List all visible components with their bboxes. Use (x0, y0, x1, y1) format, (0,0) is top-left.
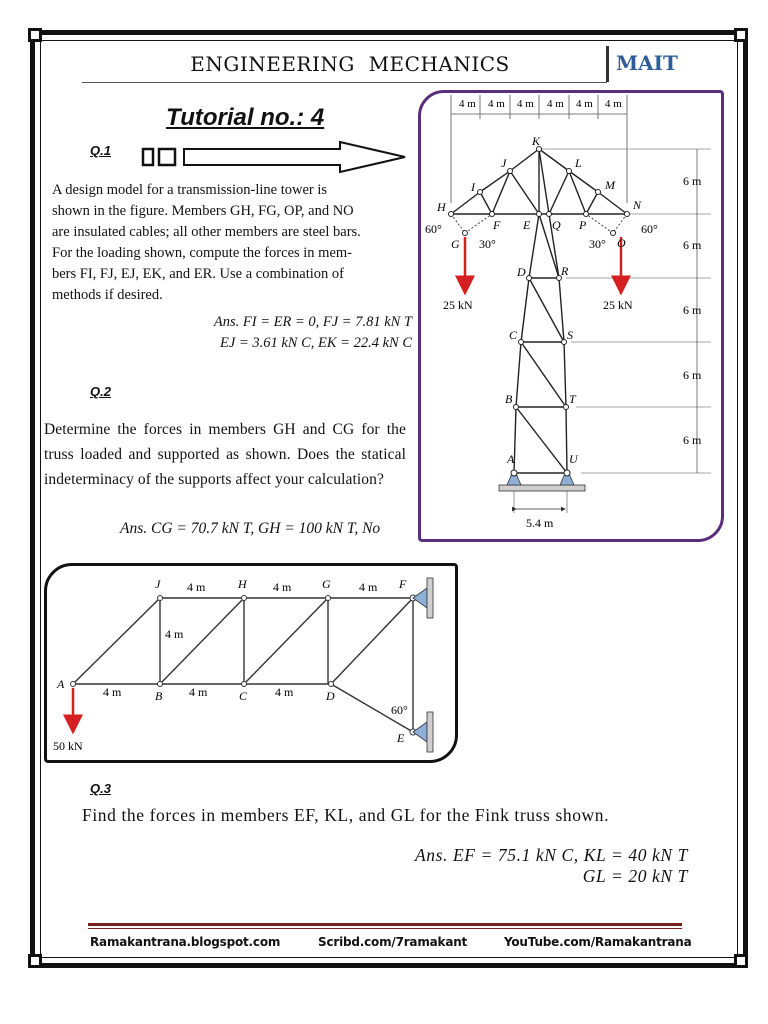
question-1-text (52, 180, 410, 306)
footer-rule (88, 928, 682, 929)
q1-line: A design model for a transmission-line tower is (52, 182, 328, 198)
load-label: 50 kN (53, 739, 83, 753)
spacing-label: 4 m (275, 685, 294, 699)
height-label: 6 m (683, 433, 702, 447)
height-label: 6 m (683, 303, 702, 317)
node-label: B (505, 392, 513, 406)
q1-answer-line: Ans. FI = ER = 0, FJ = 7.81 kN T (213, 314, 412, 330)
angle-label: 60° (391, 703, 408, 717)
spacing-label: 4 m (576, 98, 593, 110)
height-label: 4 m (165, 627, 184, 641)
question-1-answer (110, 312, 412, 354)
q1-line: methods if desired. (52, 287, 163, 303)
truss-members (73, 598, 413, 732)
load-label: 25 kN (603, 298, 633, 312)
node-label: U (569, 452, 578, 466)
node-label: R (561, 264, 569, 278)
spacing-label: 4 m (459, 98, 476, 110)
spacing-label: 4 m (273, 580, 292, 594)
node-label: S (567, 328, 573, 342)
corner-ornament (28, 28, 42, 42)
question-3-text: Find the forces in members EF, KL, and GL for the Fink truss shown. (82, 805, 610, 825)
spacing-label: 4 m (605, 98, 622, 110)
q1-line: For the loading shown, compute the forces in mem- (52, 245, 353, 261)
brand-label: MAIT (616, 51, 678, 75)
header-rule (82, 82, 607, 83)
node-label: A (57, 677, 65, 691)
node-label: D (517, 265, 526, 279)
spacing-label: 4 m (189, 685, 208, 699)
tower-figure-frame (418, 90, 724, 542)
node-label: C (509, 328, 518, 342)
corner-ornament (734, 954, 748, 968)
height-label: 6 m (683, 238, 702, 252)
corner-ornament (28, 954, 42, 968)
node-label: G (322, 577, 331, 591)
truss-joints (71, 595, 417, 735)
header-divider (606, 46, 609, 82)
angle-label: 30° (479, 237, 496, 251)
question-3-label: Q.3 (90, 781, 111, 796)
arrow-icon (140, 140, 410, 176)
q1-line: bers FI, FJ, EJ, EK, and ER. Use a combination of (52, 266, 344, 282)
footer-rule (88, 923, 682, 926)
node-label: H (238, 577, 247, 591)
question-3-answer: GL = 20 kN T (582, 866, 688, 886)
node-label: P (579, 218, 587, 232)
tower-members (451, 149, 627, 473)
node-label: D (326, 689, 335, 703)
node-label: K (532, 134, 541, 148)
q1-answer-line: EJ = 3.61 kN C, EK = 22.4 kN C (220, 335, 412, 351)
wall-supports (413, 578, 433, 752)
question-2-answer: Ans. CG = 70.7 kN T, GH = 100 kN T, No (120, 520, 381, 537)
node-label: J (501, 156, 507, 170)
node-label: I (471, 180, 475, 194)
spacing-label: 4 m (517, 98, 534, 110)
question-2-label: Q.2 (90, 384, 111, 399)
angle-label: 60° (425, 222, 442, 236)
node-label: G (451, 237, 460, 251)
tutorial-title: Tutorial no.: 4 (166, 104, 325, 131)
node-label: F (493, 218, 501, 232)
footer-scribd-link[interactable]: Scribd.com/7ramakant (318, 935, 468, 949)
height-label: 6 m (683, 174, 702, 188)
node-label: F (399, 577, 407, 591)
node-label: O (617, 236, 626, 250)
q1-line: are insulated cables; all other members are steel bars. (52, 224, 361, 240)
node-label: E (397, 731, 405, 745)
node-label: Q (552, 218, 561, 232)
footer-youtube-link[interactable]: YouTube.com/Ramakantrana (504, 935, 692, 949)
truss-figure-frame (44, 563, 458, 763)
spacing-label: 4 m (359, 580, 378, 594)
angle-label: 30° (589, 237, 606, 251)
node-label: C (239, 689, 248, 703)
spacing-label: 4 m (488, 98, 505, 110)
node-label: N (633, 198, 642, 212)
page-header-title: ENGINEERING MECHANICS (190, 52, 510, 76)
corner-ornament (734, 28, 748, 42)
question-3-answer: Ans. EF = 75.1 kN C, KL = 40 kN T (414, 845, 688, 865)
transmission-tower-diagram (421, 93, 721, 539)
load-label: 25 kN (443, 298, 473, 312)
question-2-text: Determine the forces in members GH and CG for the truss loaded and supported as shown. Does the statical indeterminacy of the supports affect your calculation? (44, 421, 406, 488)
height-label: 6 m (683, 368, 702, 382)
spacing-label: 4 m (547, 98, 564, 110)
spacing-label: 4 m (187, 580, 206, 594)
node-label: H (437, 200, 446, 214)
node-label: T (569, 392, 576, 406)
footer-blog-link[interactable]: Ramakantrana.blogspot.com (90, 935, 281, 949)
truss-diagram (47, 566, 455, 760)
node-label: B (155, 689, 163, 703)
node-label: M (605, 178, 615, 192)
node-label: J (155, 577, 161, 591)
base-supports (499, 469, 585, 513)
node-label: A (507, 452, 515, 466)
spacing-label: 4 m (103, 685, 122, 699)
node-label: E (523, 218, 531, 232)
base-width-label: 5.4 m (526, 516, 554, 530)
angle-label: 60° (641, 222, 658, 236)
node-label: L (575, 156, 582, 170)
q1-line: shown in the figure. Members GH, FG, OP, and NO (52, 203, 354, 219)
question-1-label: Q.1 (90, 143, 111, 158)
